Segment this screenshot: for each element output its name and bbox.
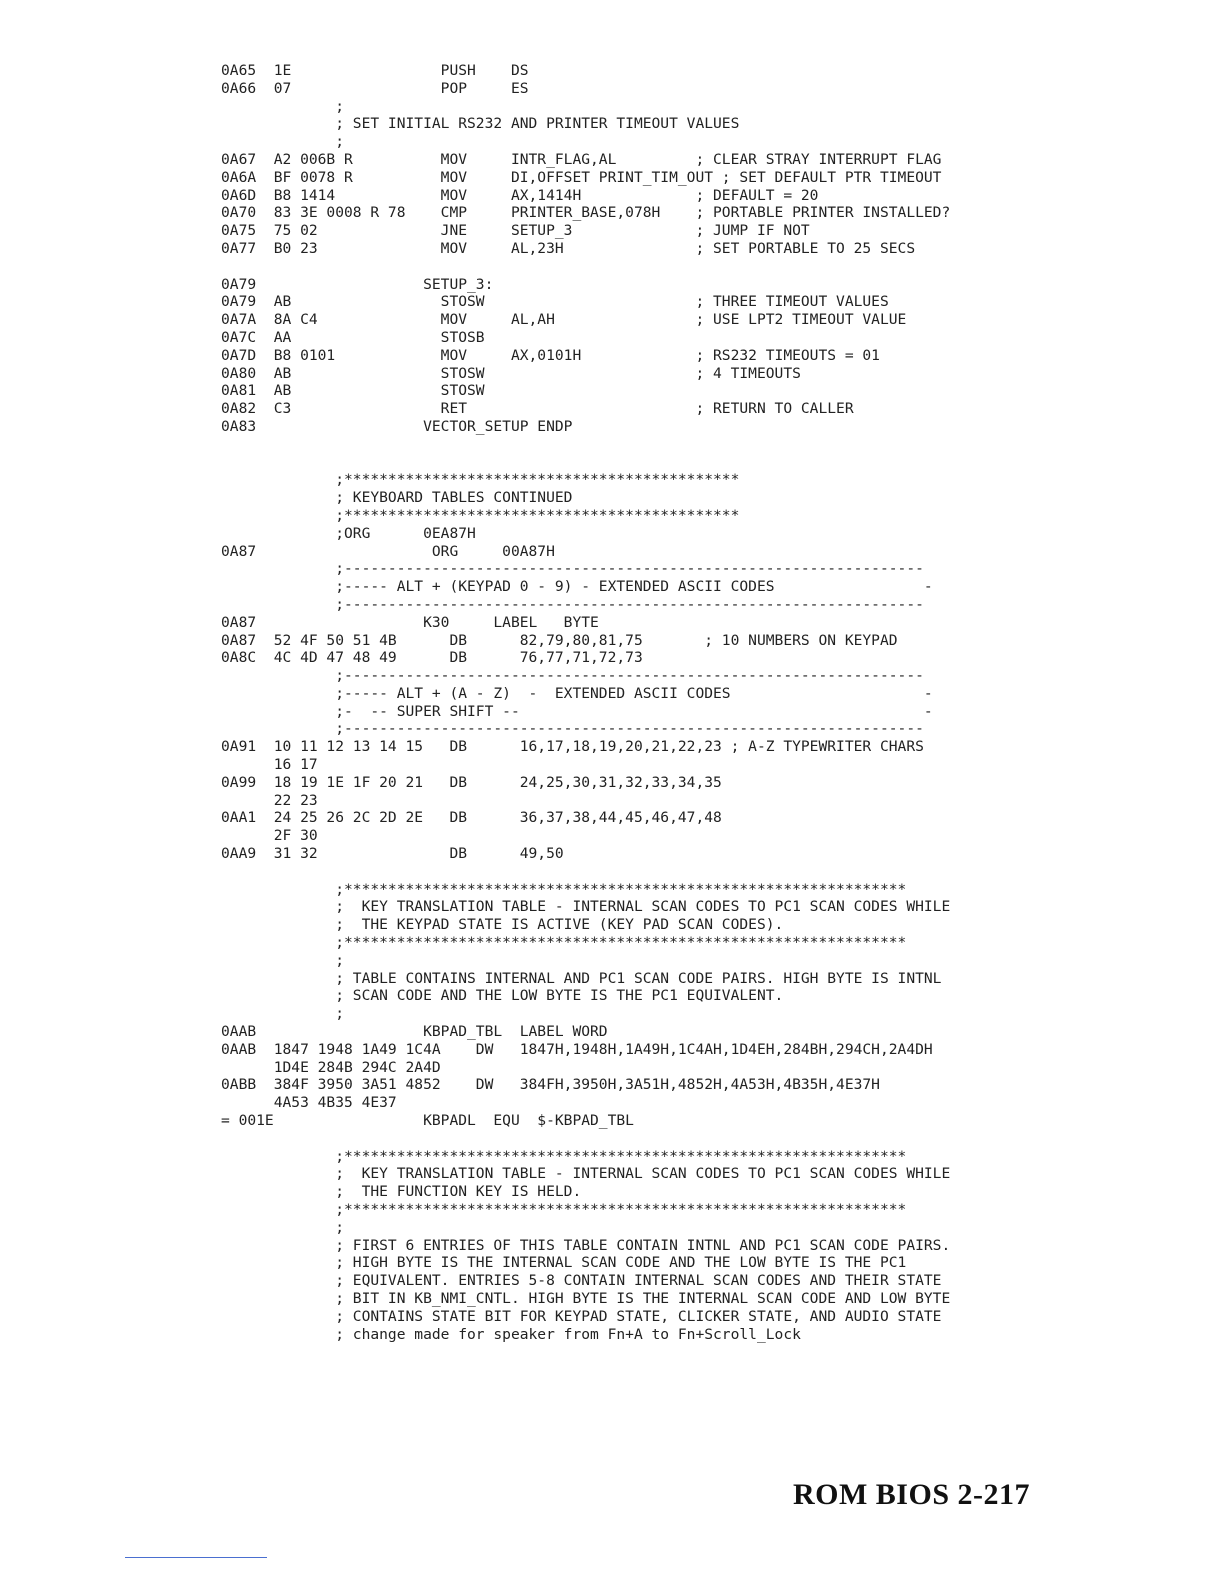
listing-line: ;------------------------------------------------------------------ <box>221 720 924 738</box>
listing-line: 0A81 AB STOSW <box>221 382 485 400</box>
listing-line: 0A80 AB STOSW ; 4 TIMEOUTS <box>221 364 801 382</box>
listing-line: ; FIRST 6 ENTRIES OF THIS TABLE CONTAIN INTNL AND PC1 SCAN CODE PAIRS. <box>221 1236 951 1254</box>
listing-line: ;********************************************* <box>221 471 740 489</box>
listing-line: ; SET INITIAL RS232 AND PRINTER TIMEOUT VALUES <box>221 115 740 133</box>
listing-line: 0AAB KBPAD_TBL LABEL WORD <box>221 1023 608 1041</box>
listing-line: ; HIGH BYTE IS THE INTERNAL SCAN CODE AND THE LOW BYTE IS THE PC1 <box>221 1254 907 1272</box>
page-footer-label: ROM BIOS 2-217 <box>792 1478 1030 1511</box>
listing-line <box>221 863 1011 881</box>
listing-line: 0A91 10 11 12 13 14 15 DB 16,17,18,19,20,21,22,23 ; A-Z TYPEWRITER CHARS <box>221 738 924 756</box>
listing-line: ; <box>221 1005 345 1023</box>
listing-line: 0A79 SETUP_3: <box>221 275 494 293</box>
listing-line: 4A53 4B35 4E37 <box>221 1094 397 1112</box>
listing-line <box>221 454 1011 472</box>
listing-line: 2F 30 <box>221 827 318 845</box>
listing-line: ;**************************************************************** <box>221 1147 907 1165</box>
listing-line: 0ABB 384F 3950 3A51 4852 DW 384FH,3950H,3A51H,4852H,4A53H,4B35H,4E37H <box>221 1076 880 1094</box>
listing-line: = 001E KBPADL EQU $-KBPAD_TBL <box>221 1112 634 1130</box>
listing-line: 0A99 18 19 1E 1F 20 21 DB 24,25,30,31,32,33,34,35 <box>221 773 722 791</box>
listing-line: 16 17 <box>221 756 318 774</box>
listing-line: 0A6A BF 0078 R MOV DI,OFFSET PRINT_TIM_OUT ; SET DEFAULT PTR TIMEOUT <box>221 168 942 186</box>
listing-line: ;ORG 0EA87H <box>221 524 476 542</box>
listing-line: ; KEYBOARD TABLES CONTINUED <box>221 489 573 507</box>
listing-line: 0A87 K30 LABEL BYTE <box>221 613 599 631</box>
listing-line: 22 23 <box>221 791 318 809</box>
listing-line: 0A70 83 3E 0008 R 78 CMP PRINTER_BASE,078H ; PORTABLE PRINTER INSTALLED? <box>221 204 951 222</box>
listing-line: ;- -- SUPER SHIFT -- - <box>221 702 933 720</box>
listing-line: ; THE KEYPAD STATE IS ACTIVE (KEY PAD SCAN CODES). <box>221 916 784 934</box>
listing-line: 0A7C AA STOSB <box>221 328 485 346</box>
listing-line: ;**************************************************************** <box>221 934 907 952</box>
assembly-listing <box>221 62 1011 1343</box>
listing-line: 0A66 07 POP ES <box>221 79 529 97</box>
listing-line: 0AA9 31 32 DB 49,50 <box>221 845 564 863</box>
listing-line: ;------------------------------------------------------------------ <box>221 667 924 685</box>
listing-line: 0A82 C3 RET ; RETURN TO CALLER <box>221 400 854 418</box>
listing-line: 0A6D B8 1414 MOV AX,1414H ; DEFAULT = 20 <box>221 186 819 204</box>
listing-line <box>221 1130 1011 1148</box>
listing-line: ;----- ALT + (A - Z) - EXTENDED ASCII CODES - <box>221 684 933 702</box>
listing-line: 0A7D B8 0101 MOV AX,0101H ; RS232 TIMEOUTS = 01 <box>221 346 880 364</box>
listing-line: 0A7A 8A C4 MOV AL,AH ; USE LPT2 TIMEOUT VALUE <box>221 311 907 329</box>
listing-line: 0A87 52 4F 50 51 4B DB 82,79,80,81,75 ; 10 NUMBERS ON KEYPAD <box>221 631 898 649</box>
listing-line: 0A8C 4C 4D 47 48 49 DB 76,77,71,72,73 <box>221 649 643 667</box>
listing-line: ; BIT IN KB_NMI_CNTL. HIGH BYTE IS THE INTERNAL SCAN CODE AND LOW BYTE <box>221 1289 951 1307</box>
listing-line: ;----- ALT + (KEYPAD 0 - 9) - EXTENDED ASCII CODES - <box>221 578 933 596</box>
listing-line: ; KEY TRANSLATION TABLE - INTERNAL SCAN CODES TO PC1 SCAN CODES WHILE <box>221 1165 951 1183</box>
listing-line: ; KEY TRANSLATION TABLE - INTERNAL SCAN CODES TO PC1 SCAN CODES WHILE <box>221 898 951 916</box>
listing-line: ;**************************************************************** <box>221 880 907 898</box>
listing-line: ; TABLE CONTAINS INTERNAL AND PC1 SCAN CODE PAIRS. HIGH BYTE IS INTNL <box>221 969 942 987</box>
listing-line: ; CONTAINS STATE BIT FOR KEYPAD STATE, CLICKER STATE, AND AUDIO STATE <box>221 1307 942 1325</box>
listing-line: 0A83 VECTOR_SETUP ENDP <box>221 417 573 435</box>
listing-line: ;**************************************************************** <box>221 1201 907 1218</box>
listing-line: 1D4E 284B 294C 2A4D <box>221 1058 441 1076</box>
listing-line: 0AA1 24 25 26 2C 2D 2E DB 36,37,38,44,45,46,47,48 <box>221 809 722 827</box>
listing-line <box>221 258 1011 276</box>
listing-line: 0A87 ORG 00A87H <box>221 542 555 560</box>
listing-line: ; change made for speaker from Fn+A to Fn+Scroll_Lock <box>221 1325 801 1343</box>
listing-line: 0A75 75 02 JNE SETUP_3 ; JUMP IF NOT <box>221 222 810 240</box>
listing-line: ; THE FUNCTION KEY IS HELD. <box>221 1183 582 1201</box>
listing-line: 0A77 B0 23 MOV AL,23H ; SET PORTABLE TO 25 SECS <box>221 239 916 257</box>
listing-line: ; <box>221 951 345 969</box>
listing-line: ; SCAN CODE AND THE LOW BYTE IS THE PC1 EQUIVALENT. <box>221 987 784 1005</box>
listing-line <box>221 436 1011 454</box>
footnote-rule <box>125 1557 267 1558</box>
listing-line: ; EQUIVALENT. ENTRIES 5-8 CONTAIN INTERNAL SCAN CODES AND THEIR STATE <box>221 1272 942 1290</box>
listing-line: 0A65 1E PUSH DS <box>221 62 529 79</box>
listing-line: ; <box>221 133 345 151</box>
listing-line: 0A79 AB STOSW ; THREE TIMEOUT VALUES <box>221 293 889 311</box>
listing-line: ;------------------------------------------------------------------ <box>221 560 924 578</box>
listing-line: ; <box>221 97 345 115</box>
listing-line: 0A67 A2 006B R MOV INTR_FLAG,AL ; CLEAR STRAY INTERRUPT FLAG <box>221 150 942 168</box>
listing-line: ;------------------------------------------------------------------ <box>221 595 924 613</box>
listing-line: ; <box>221 1218 345 1236</box>
listing-line: ;********************************************* <box>221 506 740 524</box>
listing-line: 0AAB 1847 1948 1A49 1C4A DW 1847H,1948H,1A49H,1C4AH,1D4EH,284BH,294CH,2A4DH <box>221 1040 933 1058</box>
